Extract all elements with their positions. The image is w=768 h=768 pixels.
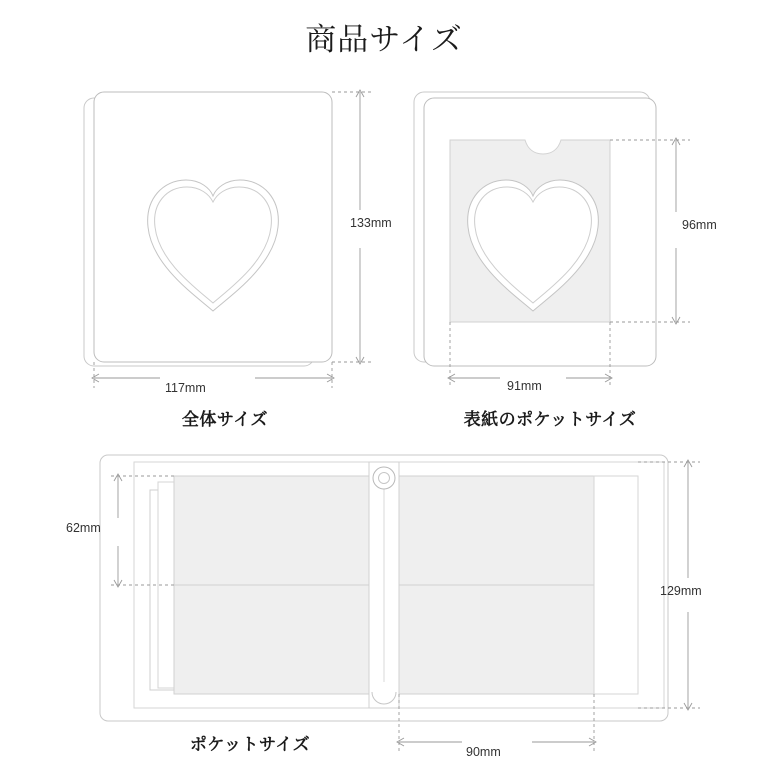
caption-overall-size: 全体サイズ (181, 410, 269, 429)
overall-size-figure (84, 92, 332, 366)
dimension-label-inner-pocket-width: 90mm (466, 745, 501, 759)
page-title: 商品サイズ (305, 22, 463, 57)
inner-pocket-figure (100, 455, 668, 721)
dimension-label-cover-pocket-width: 91mm (507, 379, 542, 393)
caption-inner-pocket-size: ポケットサイズ (189, 735, 311, 754)
dimension-label-overall-height: 133mm (350, 216, 392, 230)
dimension-label-cover-pocket-height: 96mm (682, 218, 717, 232)
dimension-label-open-height: 129mm (660, 584, 702, 598)
caption-cover-pocket-size: 表紙のポケットサイズ (463, 410, 637, 429)
dimension-label-inner-pocket-height: 62mm (66, 521, 101, 535)
dimension-label-overall-width: 117mm (165, 381, 206, 395)
